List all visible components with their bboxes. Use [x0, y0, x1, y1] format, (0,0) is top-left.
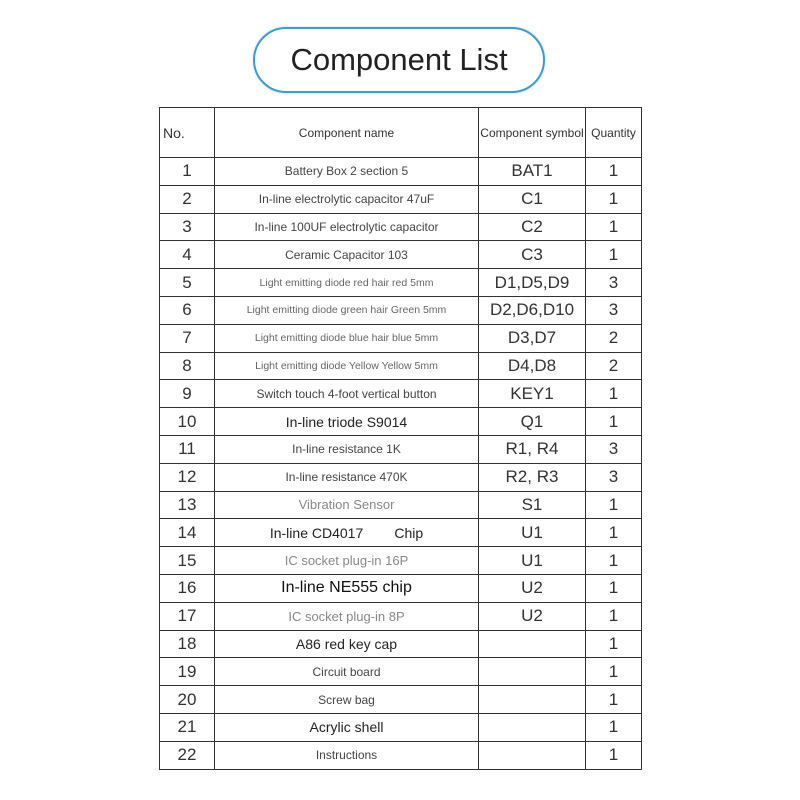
- row-number: 14: [160, 519, 215, 547]
- component-quantity: 1: [586, 713, 642, 741]
- table-row: [160, 296, 642, 324]
- component-symbol: BAT1: [479, 158, 586, 186]
- component-table: [159, 107, 642, 770]
- row-number: 3: [160, 213, 215, 241]
- table-row: [160, 658, 642, 686]
- component-name: Ceramic Capacitor 103: [215, 241, 479, 269]
- component-symbol: D2,D6,D10: [479, 296, 586, 324]
- table-row: [160, 630, 642, 658]
- component-quantity: 1: [586, 380, 642, 408]
- component-quantity: 2: [586, 352, 642, 380]
- table-row: [160, 686, 642, 714]
- component-symbol: C2: [479, 213, 586, 241]
- table-row: [160, 602, 642, 630]
- component-quantity: 1: [586, 519, 642, 547]
- table-row: [160, 241, 642, 269]
- component-quantity: 1: [586, 574, 642, 602]
- component-name: In-line resistance 470K: [215, 463, 479, 491]
- component-name: Light emitting diode Yellow Yellow 5mm: [215, 352, 479, 380]
- component-symbol: U1: [479, 519, 586, 547]
- row-number: 10: [160, 408, 215, 436]
- row-number: 17: [160, 602, 215, 630]
- row-number: 5: [160, 269, 215, 297]
- row-number: 2: [160, 185, 215, 213]
- component-symbol: [479, 686, 586, 714]
- component-symbol: KEY1: [479, 380, 586, 408]
- component-symbol: C1: [479, 185, 586, 213]
- page-title: Component List: [253, 27, 545, 93]
- table-row: [160, 213, 642, 241]
- component-name: Vibration Sensor: [215, 491, 479, 519]
- component-name: Battery Box 2 section 5: [215, 158, 479, 186]
- component-quantity: 1: [586, 658, 642, 686]
- row-number: 1: [160, 158, 215, 186]
- header-component-name: Component name: [215, 108, 479, 158]
- row-number: 11: [160, 435, 215, 463]
- row-number: 16: [160, 574, 215, 602]
- table-row: [160, 324, 642, 352]
- component-quantity: 2: [586, 324, 642, 352]
- component-name: IC socket plug-in 8P: [215, 602, 479, 630]
- component-name: A86 red key cap: [215, 630, 479, 658]
- component-name: In-line CD4017 Chip: [215, 519, 479, 547]
- component-quantity: 3: [586, 463, 642, 491]
- component-quantity: 3: [586, 435, 642, 463]
- component-quantity: 1: [586, 686, 642, 714]
- table-row: [160, 380, 642, 408]
- row-number: 19: [160, 658, 215, 686]
- row-number: 22: [160, 741, 215, 769]
- component-name: Acrylic shell: [215, 713, 479, 741]
- header-component-symbol: Component symbol: [479, 108, 586, 158]
- header-no: No.: [160, 108, 215, 158]
- component-quantity: 1: [586, 241, 642, 269]
- row-number: 13: [160, 491, 215, 519]
- component-name: In-line NE555 chip: [215, 574, 479, 602]
- row-number: 6: [160, 296, 215, 324]
- row-number: 15: [160, 547, 215, 575]
- row-number: 8: [160, 352, 215, 380]
- component-quantity: 3: [586, 269, 642, 297]
- component-quantity: 1: [586, 408, 642, 436]
- component-name: Light emitting diode green hair Green 5mm: [215, 296, 479, 324]
- table-row: [160, 435, 642, 463]
- component-symbol: [479, 713, 586, 741]
- component-quantity: 1: [586, 158, 642, 186]
- table-row: [160, 574, 642, 602]
- component-quantity: 1: [586, 630, 642, 658]
- table-row: [160, 463, 642, 491]
- component-symbol: U2: [479, 574, 586, 602]
- row-number: 7: [160, 324, 215, 352]
- component-symbol: R2, R3: [479, 463, 586, 491]
- component-name: Light emitting diode blue hair blue 5mm: [215, 324, 479, 352]
- row-number: 21: [160, 713, 215, 741]
- table-row: [160, 741, 642, 769]
- row-number: 20: [160, 686, 215, 714]
- component-symbol: R1, R4: [479, 435, 586, 463]
- component-name: IC socket plug-in 16P: [215, 547, 479, 575]
- component-symbol: [479, 658, 586, 686]
- component-quantity: 1: [586, 547, 642, 575]
- row-number: 4: [160, 241, 215, 269]
- component-name: In-line electrolytic capacitor 47uF: [215, 185, 479, 213]
- component-symbol: D4,D8: [479, 352, 586, 380]
- component-symbol: [479, 630, 586, 658]
- table-row: [160, 352, 642, 380]
- row-number: 9: [160, 380, 215, 408]
- component-name: In-line triode S9014: [215, 408, 479, 436]
- component-quantity: 1: [586, 185, 642, 213]
- component-quantity: 1: [586, 741, 642, 769]
- header-quantity: Quantity: [586, 108, 642, 158]
- component-name: Circuit board: [215, 658, 479, 686]
- component-symbol: U1: [479, 547, 586, 575]
- table-row: [160, 408, 642, 436]
- component-symbol: C3: [479, 241, 586, 269]
- component-symbol: Q1: [479, 408, 586, 436]
- table-row: [160, 547, 642, 575]
- table-row: [160, 491, 642, 519]
- component-quantity: 1: [586, 491, 642, 519]
- component-quantity: 1: [586, 602, 642, 630]
- component-symbol: U2: [479, 602, 586, 630]
- component-symbol: S1: [479, 491, 586, 519]
- table-row: [160, 269, 642, 297]
- component-name: Instructions: [215, 741, 479, 769]
- component-name: In-line resistance 1K: [215, 435, 479, 463]
- table-row: [160, 185, 642, 213]
- component-name: In-line 100UF electrolytic capacitor: [215, 213, 479, 241]
- component-name: Light emitting diode red hair red 5mm: [215, 269, 479, 297]
- component-name: Screw bag: [215, 686, 479, 714]
- table-row: [160, 158, 642, 186]
- component-symbol: D3,D7: [479, 324, 586, 352]
- row-number: 18: [160, 630, 215, 658]
- table-row: [160, 713, 642, 741]
- component-name: Switch touch 4-foot vertical button: [215, 380, 479, 408]
- component-quantity: 3: [586, 296, 642, 324]
- row-number: 12: [160, 463, 215, 491]
- component-symbol: D1,D5,D9: [479, 269, 586, 297]
- table-row: [160, 519, 642, 547]
- table-header-row: [160, 108, 642, 158]
- component-symbol: [479, 741, 586, 769]
- component-quantity: 1: [586, 213, 642, 241]
